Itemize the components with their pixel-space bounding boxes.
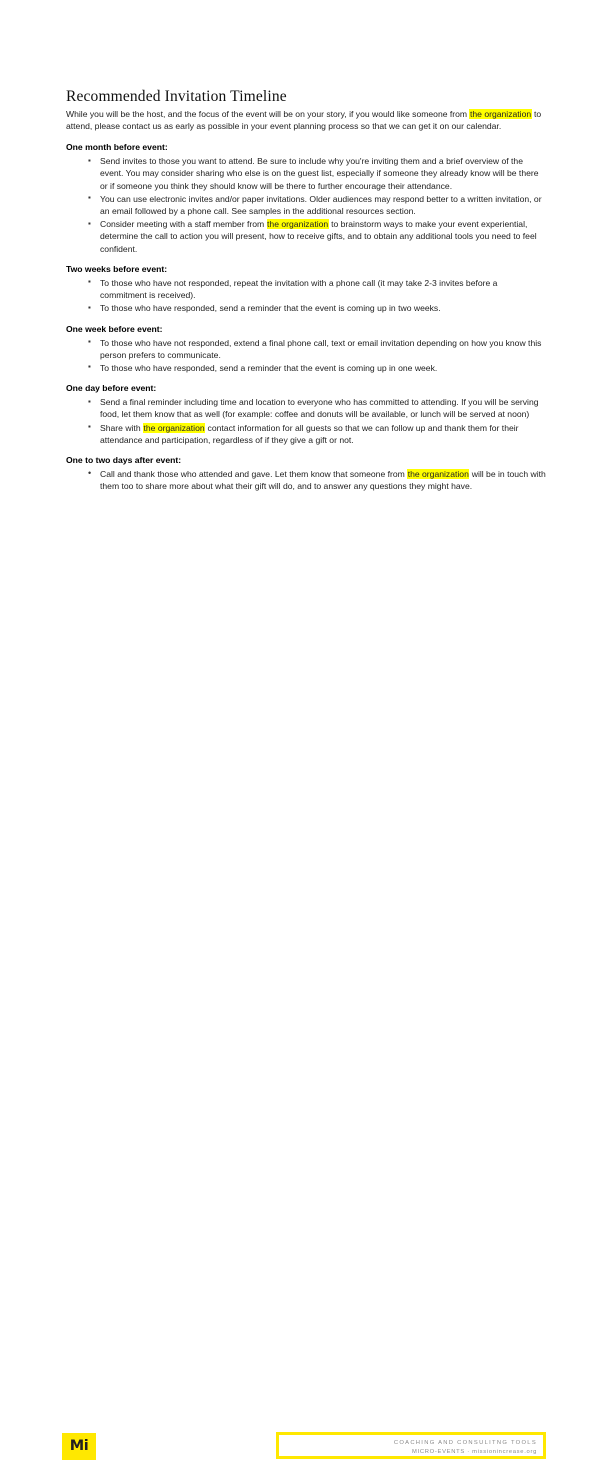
document-body [66,88,546,500]
intro-paragraph [66,108,546,132]
footer-tagline: COACHING AND CONSULITNG TOOLS [393,1440,537,1446]
list-item [66,155,546,192]
list-item [66,277,546,301]
footer-branding-box [276,1432,546,1459]
bullet-text: To those who have responded, send a reminder that the event is coming up in one week. [100,362,438,373]
bullet-text-after: to brainstorm ways to make your event experiential, determine the call to action you will present, how to receive gifts, and to obtain any additional tools you need to feel confident. [100,219,537,254]
timeline-section [66,141,546,255]
bullet-text: Send invites to those you want to attend. Be sure to include why you're inviting them and a brief overview of the event. You may consider sharing who else is on the guest list, especially if someone they already know will be there or if someone you think they should know will be there to further encourage their attendance. [100,156,539,191]
timeline-section [66,263,546,315]
bullet-text: Send a final reminder including time and location to everyone who has committed to attending. If you will be serving food, let them know that as well (for example: coffee and donuts will be available, or lunch will be served at noon) [100,397,539,420]
list-item [66,337,546,361]
section-heading: One to two days after event: [66,455,182,465]
page-title: Recommended Invitation Timeline [66,88,287,105]
bullet-text-after: contact information for all guests so that we can follow up and thank them for their attendance and participation, regardless of if they give a gift or not. [100,422,519,445]
timeline-section [66,454,546,492]
list-item [66,218,546,255]
timeline-sections [66,141,546,492]
section-heading: One month before event: [66,142,168,153]
bullet-text: To those who have responded, send a reminder that the event is coming up in two weeks. [100,303,441,314]
list-item [66,302,546,314]
section-heading: One week before event: [66,323,163,334]
bullet-text-before: Call and thank those who attended and gave. Let them know that someone from [100,469,408,480]
highlight-organization: the organization [143,422,205,433]
bullet-list [66,337,546,375]
list-item [66,193,546,217]
bullet-list [66,468,546,492]
bullet-text-after: will be in touch with them too to share more about what their gift will do, and to answer any questions they might have. [100,469,546,492]
highlight-organization: the organization [469,108,532,119]
bullet-text: To those who have not responded, repeat the invitation with a phone call (it may take 2-3 invites before a commitment is received). [100,277,498,301]
bullet-list [66,277,546,315]
timeline-section [66,382,546,446]
intro-text-part2: to attend, please contact us as early as possible in your event planning process so that we can get it on our calendar. [66,108,542,132]
list-item [66,362,546,374]
bullet-text-before: Consider meeting with a staff member from [100,219,267,230]
footer-subline: MICRO-EVENTS · missionincrease.org [412,1448,537,1455]
bullet-list [66,155,546,255]
bullet-text-before: Share with [100,422,143,433]
footer-text-group [394,1439,537,1457]
mission-increase-logo [62,1433,96,1460]
list-item [66,422,546,446]
bullet-text: To those who have not responded, extend a final phone call, text or email invitation depending on how you know this person prefers to communicate. [100,337,542,360]
page-footer [0,713,600,1455]
highlight-organization: the organization [267,219,329,230]
highlight-organization: the organization [407,469,469,480]
intro-text-part1: While you will be the host, and the focus of the event will be on your story, if you would like someone from [66,108,470,119]
logo-text: Mi [69,1438,89,1455]
section-heading: Two weeks before event: [66,263,168,274]
timeline-section [66,323,546,375]
section-heading: One day before event: [66,383,157,394]
bullet-text: You can use electronic invites and/or paper invitations. Older audiences may respond better to a written invitation, or an email followed by a phone call. See samples in the additional resources section. [100,193,542,217]
bullet-list [66,396,546,446]
list-item [66,396,546,420]
list-item [66,468,546,492]
